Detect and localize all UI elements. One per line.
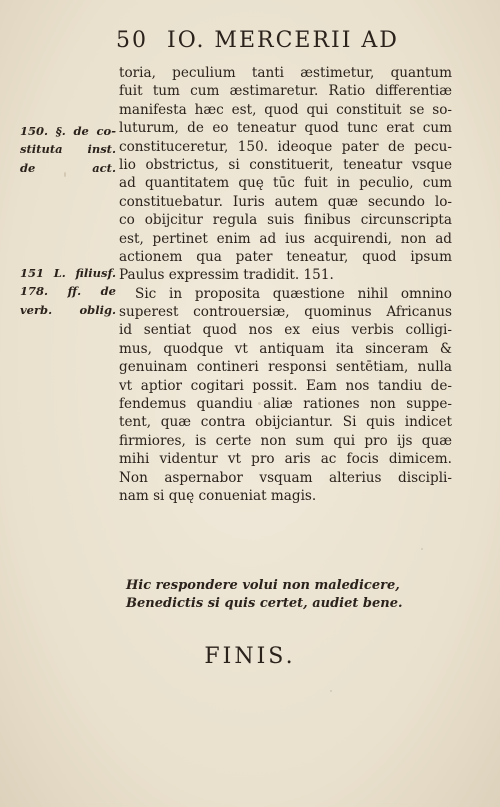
main-text — [119, 64, 452, 505]
text-line: actionem qua pater teneatur, quod ipsum — [119, 248, 452, 265]
text-line: id sentiat quod nos ex eius verbis colligi- — [119, 322, 452, 339]
margin-note-line: 151 L. filiusf. — [20, 266, 116, 280]
couplet-line: Benedictis si quis certet, audiet bene. — [126, 596, 403, 612]
text-line: fuit tum cum æstimaretur. Ratio differentiæ — [119, 83, 452, 100]
text-line: firmiores, is certe non sum qui pro ijs quæ — [119, 432, 452, 449]
text-line: ad quantitatem quę tūc fuit in peculio, cum — [119, 175, 452, 192]
margin-note-line: verb. oblig. — [20, 302, 116, 317]
text-line: vt aptior cogitari possit. Eam nos tandiu de- — [119, 377, 452, 394]
text-line: manifesta hæc est, quod qui constituit se so- — [119, 101, 452, 118]
running-header — [116, 28, 446, 53]
text-line: Non aspernabor vsquam alterius discipli- — [119, 469, 452, 486]
text-line: mus, quodque vt antiquam ita sinceram & — [119, 340, 452, 357]
text-line: mihi videntur vt pro aris ac focis dimicem. — [119, 451, 452, 468]
text-line: fendemus quandiu aliæ rationes non suppe- — [119, 396, 452, 413]
running-title: IO. MERCERII AD — [167, 28, 399, 53]
text-line: constituceretur, 150. ideoque pater de pecu- — [119, 138, 452, 155]
text-line: superest controuersiæ, quominus Africanus — [119, 304, 452, 321]
margin-note-line: de act. — [20, 160, 116, 175]
paper-speck — [64, 172, 66, 177]
text-line: Sic in proposita quæstione nihil omnino — [135, 285, 452, 302]
paper-speck — [421, 548, 423, 550]
couplet-line: Hic respondere volui non maledicere, — [126, 578, 400, 593]
text-line: Paulus expressim tradidit. 151. — [119, 267, 334, 284]
text-line: lio obstrictus, si constituerit, teneatur vsque — [119, 156, 452, 173]
text-line: luturum, de eo teneatur quod tunc erat cum — [119, 120, 452, 137]
text-line: tent, quæ contra obijciantur. Si quis indicet — [119, 414, 452, 431]
page-number: 50 — [116, 28, 148, 53]
margin-note-citation — [20, 124, 116, 179]
finis-colophon: FINIS. — [204, 644, 296, 669]
margin-note-line: stituta inst. — [20, 142, 116, 157]
closing-couplet — [126, 576, 446, 613]
text-line: toria, peculium tanti æstimetur, quantum — [119, 65, 452, 81]
text-line: constituebatur. Iuris autem quæ secundo lo- — [119, 193, 452, 210]
text-line: est, pertinet enim ad ius acquirendi, non ad — [119, 230, 452, 247]
text-line: co obijcitur regula suis finibus circunscripta — [119, 212, 452, 229]
paper-speck — [258, 402, 261, 405]
paper-speck — [330, 690, 332, 692]
margin-note-citation — [20, 266, 116, 321]
margin-note-line: 150. §. de co- — [20, 124, 116, 138]
text-line: nam si quę conueniat magis. — [119, 487, 317, 504]
text-line: genuinam contineri responsi sentētiam, nulla — [119, 359, 452, 376]
margin-note-line: 178. ff. de — [20, 284, 116, 299]
